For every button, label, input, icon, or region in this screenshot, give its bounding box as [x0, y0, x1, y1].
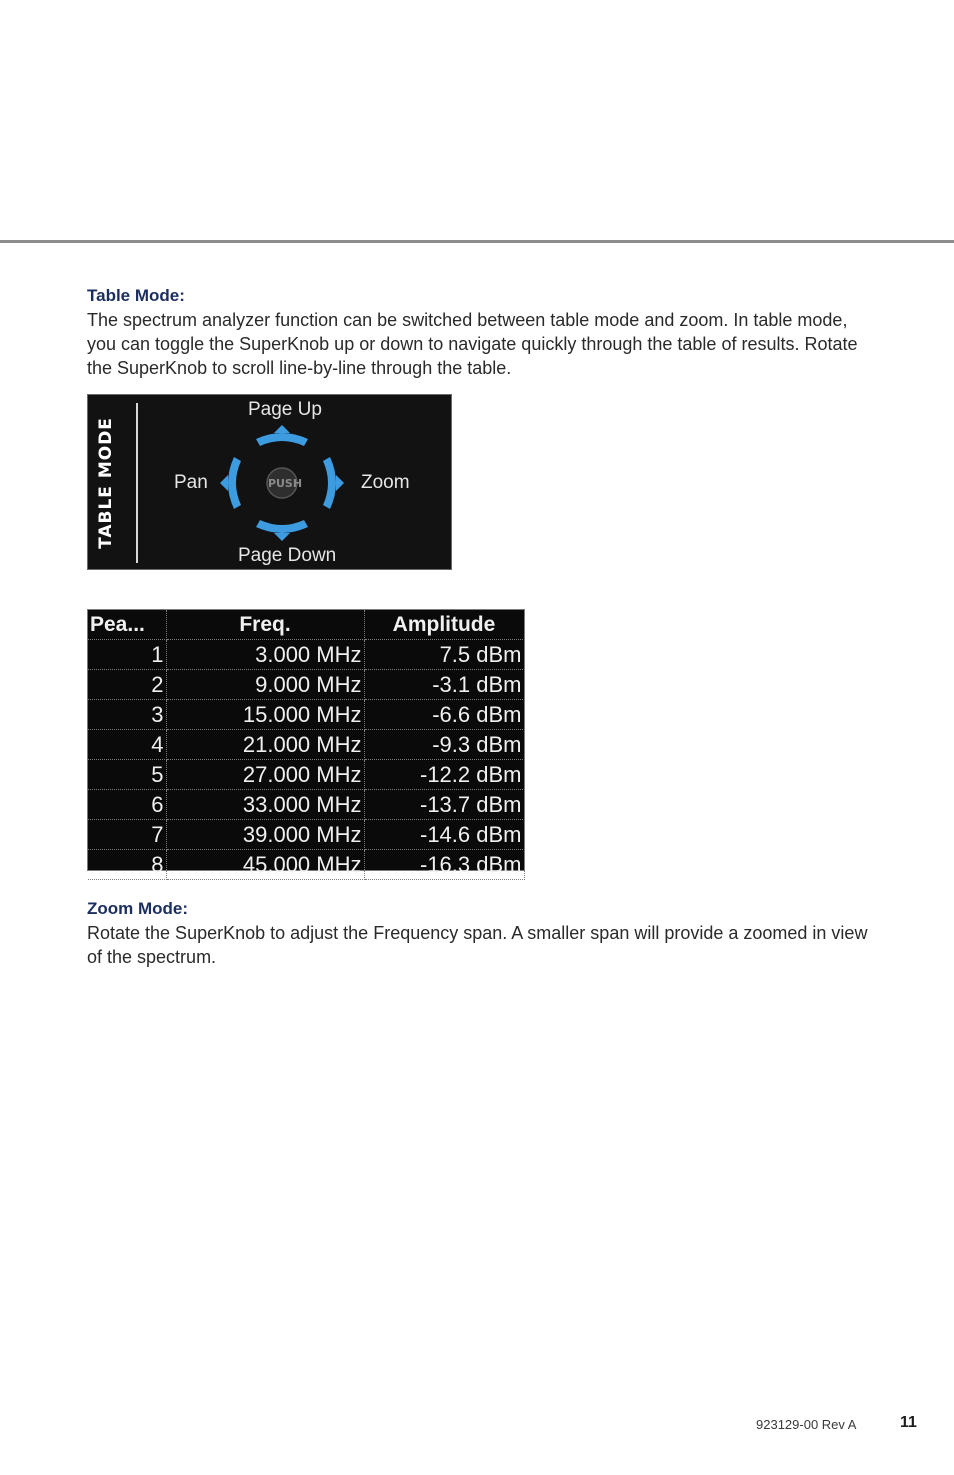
peak-index-cell: 3 [88, 700, 166, 730]
freq-cell: 15.000 MHz [166, 700, 364, 730]
peak-index-cell: 4 [88, 730, 166, 760]
amplitude-cell: -16.3 dBm [364, 850, 524, 880]
peak-table [87, 609, 525, 877]
table-row[interactable] [88, 640, 524, 670]
freq-cell: 27.000 MHz [166, 760, 364, 790]
freq-cell: 3.000 MHz [166, 640, 364, 670]
push-label: PUSH [267, 477, 303, 490]
pan-label: Pan [174, 472, 208, 493]
zoom-label: Zoom [361, 472, 410, 493]
peak-table-header-row [88, 610, 524, 640]
freq-cell: 33.000 MHz [166, 790, 364, 820]
peak-index-cell: 8 [88, 850, 166, 880]
zoom-mode-section [87, 897, 877, 969]
table-mode-heading: Table Mode: [87, 286, 185, 305]
table-mode-section [87, 284, 877, 380]
peak-index-cell: 6 [88, 790, 166, 820]
panel-divider [136, 403, 138, 563]
table-row[interactable] [88, 850, 524, 880]
panel-side-label [92, 401, 120, 565]
peak-index-cell: 7 [88, 820, 166, 850]
peak-index-cell: 2 [88, 670, 166, 700]
table-mode-description: The spectrum analyzer function can be switched between table mode and zoom. In table mode, you can toggle the SuperKnob up or down to navigate quickly through the table of results. Rotate the SuperKnob to scroll line-by-line through the table. [87, 310, 858, 378]
page-up-label: Page Up [248, 399, 322, 420]
page-down-label: Page Down [238, 545, 337, 566]
freq-cell: 9.000 MHz [166, 670, 364, 700]
peak-column-header: Pea... [88, 610, 166, 640]
amplitude-cell: 7.5 dBm [364, 640, 524, 670]
peak-index-cell: 5 [88, 760, 166, 790]
freq-column-header: Freq. [166, 610, 364, 640]
table-row[interactable] [88, 700, 524, 730]
freq-cell: 21.000 MHz [166, 730, 364, 760]
amplitude-cell: -9.3 dBm [364, 730, 524, 760]
peak-table-grid [88, 610, 525, 880]
zoom-mode-description: Rotate the SuperKnob to adjust the Frequency span. A smaller span will provide a zoomed in view of the spectrum. [87, 923, 868, 967]
table-row[interactable] [88, 820, 524, 850]
peak-index-cell: 1 [88, 640, 166, 670]
header-rule [0, 240, 954, 243]
superknob-table-mode-panel [87, 394, 452, 570]
amplitude-cell: -3.1 dBm [364, 670, 524, 700]
table-row[interactable] [88, 790, 524, 820]
amplitude-cell: -13.7 dBm [364, 790, 524, 820]
amplitude-cell: -14.6 dBm [364, 820, 524, 850]
zoom-mode-heading: Zoom Mode: [87, 899, 189, 918]
table-row[interactable] [88, 730, 524, 760]
freq-cell: 39.000 MHz [166, 820, 364, 850]
page-number: 11 [900, 1414, 917, 1431]
document-id: 923129-00 Rev A [756, 1417, 857, 1432]
table-row[interactable] [88, 760, 524, 790]
amplitude-cell: -12.2 dBm [364, 760, 524, 790]
freq-cell: 45.000 MHz [166, 850, 364, 880]
table-row[interactable] [88, 670, 524, 700]
amplitude-column-header: Amplitude [364, 610, 524, 640]
amplitude-cell: -6.6 dBm [364, 700, 524, 730]
table-mode-vertical-label: TABLE MODE [96, 417, 117, 549]
